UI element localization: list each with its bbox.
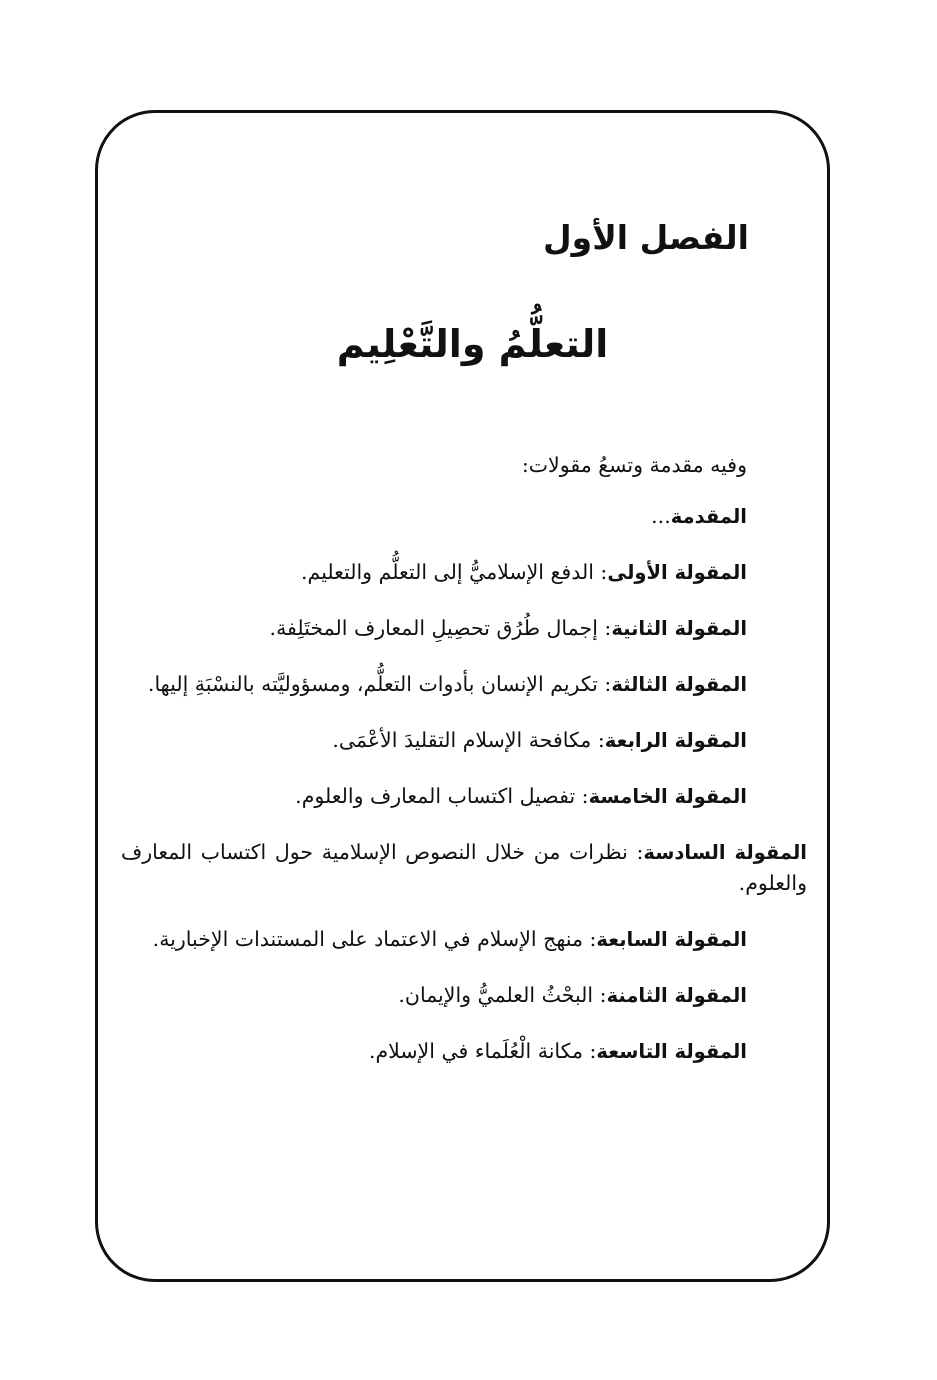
entry-text: الدفع الإسلاميُّ إلى التعلُّم والتعليم. xyxy=(301,560,594,584)
entry-separator: ... xyxy=(651,504,671,528)
entry-label: المقولة السادسة xyxy=(643,841,807,864)
entry-text: إجمال طُرُق تحصِيلِ المعارف المختَلِفة. xyxy=(269,616,598,640)
entry-text: البحْثُ العلميُّ والإيمان. xyxy=(398,983,594,1007)
chapter-label: الفصل الأول xyxy=(543,218,749,257)
entry-text: مكافحة الإسلام التقليدَ الأعْمَى. xyxy=(332,728,592,752)
entry-text: منهج الإسلام في الاعتماد على المستندات الإخبارية. xyxy=(152,927,583,951)
entry-separator: : xyxy=(593,983,607,1007)
entry-label: المقولة التاسعة xyxy=(596,1040,747,1063)
entry-separator: : xyxy=(591,728,605,752)
entry-separator: : xyxy=(627,840,644,864)
entry-label: المقولة الثالثة xyxy=(611,673,747,696)
chapter-title: التعلُّمُ والتَّعْلِيم xyxy=(336,322,609,366)
entry-separator: : xyxy=(582,927,597,951)
entry-separator: : xyxy=(575,784,589,808)
contents-intro: وفيه مقدمة وتسعُ مقولات: xyxy=(521,453,747,477)
entry-label: المقولة الرابعة xyxy=(604,729,747,752)
entry-text: مكانة الْعُلَماء في الإسلام. xyxy=(368,1039,583,1063)
entry-introduction xyxy=(122,501,747,532)
entry-1 xyxy=(122,557,747,588)
entry-text: نظرات من خلال النصوص الإسلامية حول اكتساب المعارف والعلوم. xyxy=(121,840,807,895)
entry-6-body xyxy=(121,837,807,899)
entry-separator: : xyxy=(582,1039,597,1063)
entry-label: المقولة الثانية xyxy=(611,617,747,640)
entry-separator: : xyxy=(597,672,612,696)
entry-3 xyxy=(122,669,747,700)
chapter-contents xyxy=(121,450,807,1092)
entry-text: تكريم الإنسان بأدوات التعلُّم، ومسؤوليَّته بالنسْبَةِ إليها. xyxy=(147,672,598,696)
entry-separator: : xyxy=(597,616,612,640)
entry-6 xyxy=(121,837,807,899)
entry-7 xyxy=(122,924,747,955)
entry-2 xyxy=(122,613,747,644)
entry-label: المقولة الخامسة xyxy=(588,785,747,808)
entry-4 xyxy=(122,725,747,756)
entry-label: المقولة الثامنة xyxy=(606,984,747,1007)
entry-8 xyxy=(122,980,747,1011)
entry-label: المقولة الأولى xyxy=(607,561,747,584)
entry-label: المقولة السابعة xyxy=(596,928,747,951)
entry-9 xyxy=(122,1036,747,1067)
entry-separator: : xyxy=(593,560,608,584)
entry-label: المقدمة xyxy=(670,505,747,528)
entry-5 xyxy=(122,781,747,812)
entry-text: تفصيل اكتساب المعارف والعلوم. xyxy=(295,784,576,808)
